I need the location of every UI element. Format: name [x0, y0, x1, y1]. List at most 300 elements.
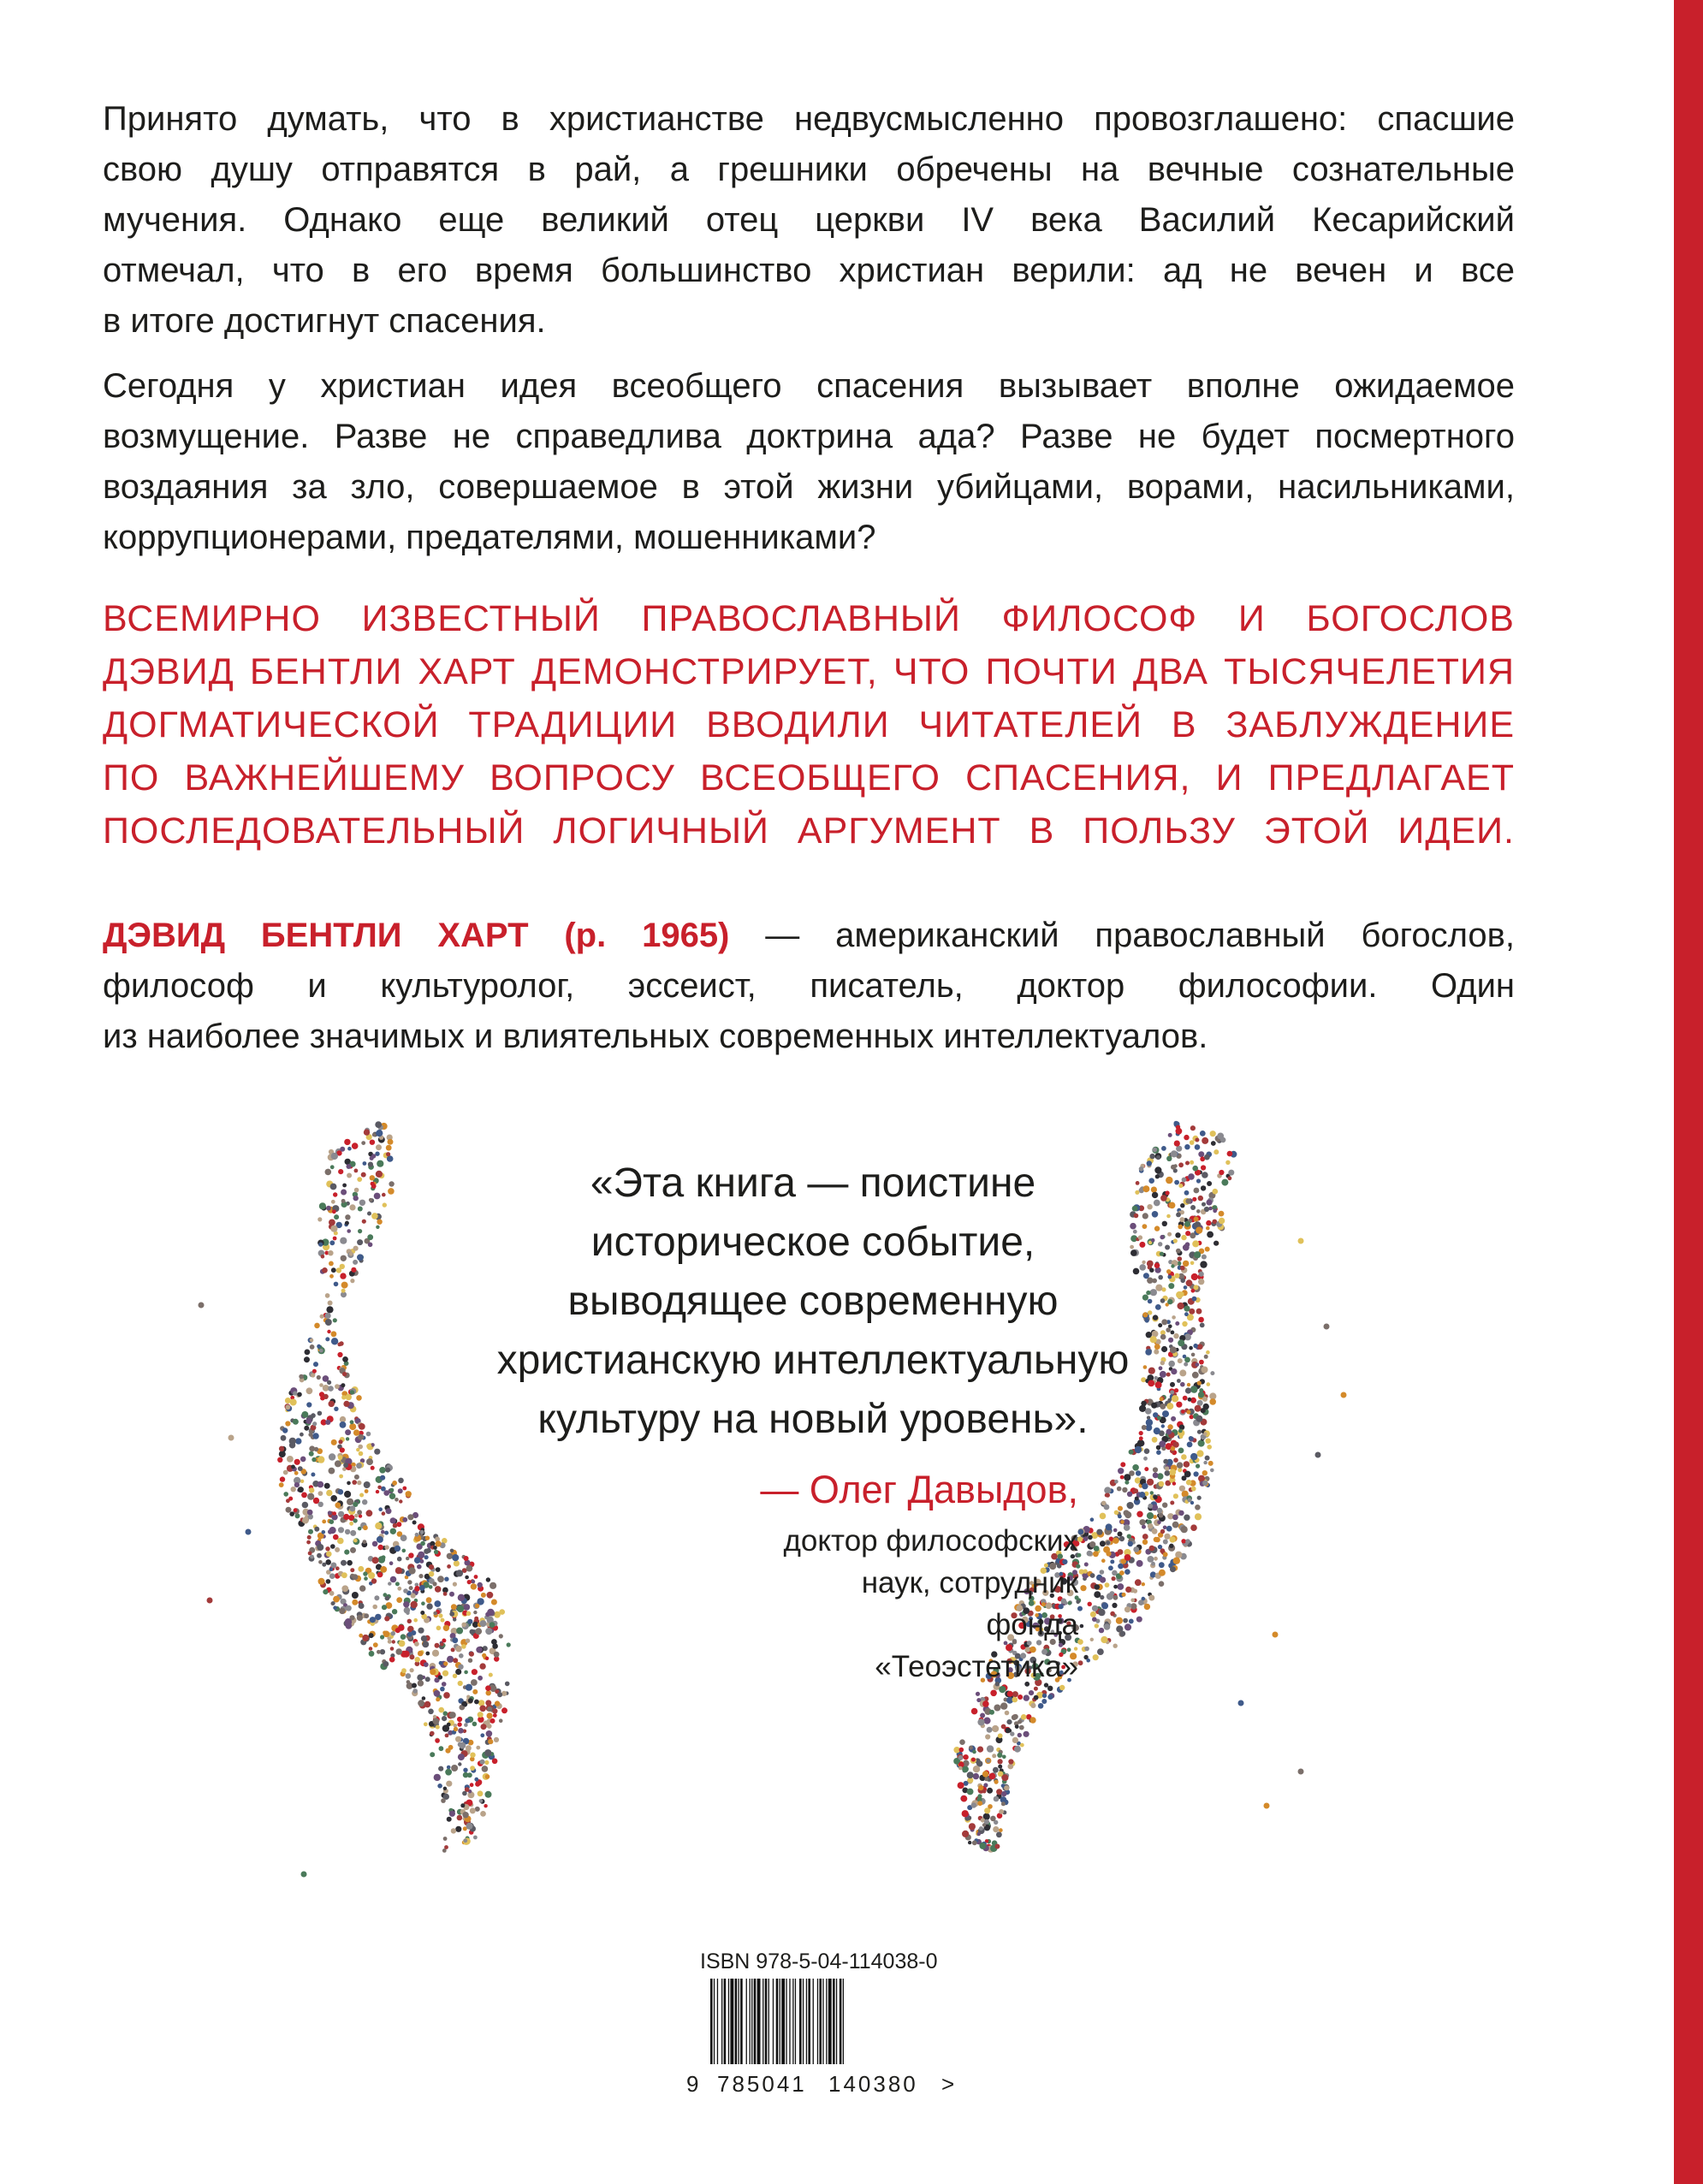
crowd-person-dot	[475, 1782, 480, 1787]
crowd-person-dot	[323, 1589, 328, 1594]
crowd-person-dot	[487, 1706, 492, 1712]
crowd-person-dot	[313, 1498, 319, 1504]
crowd-person-dot	[1125, 1587, 1131, 1593]
crowd-person-dot	[310, 1555, 314, 1559]
quote-line: «Эта книга — поистине	[590, 1160, 1036, 1206]
crowd-person-dot	[1184, 1515, 1190, 1521]
crowd-person-dot	[478, 1700, 484, 1706]
crowd-person-dot	[309, 1487, 314, 1493]
crowd-person-dot	[1185, 1387, 1191, 1393]
crowd-person-dot	[342, 1184, 347, 1188]
crowd-person-dot	[1092, 1617, 1097, 1622]
crowd-person-dot	[441, 1618, 445, 1623]
crowd-person-dot	[489, 1673, 493, 1677]
crowd-person-dot	[988, 1804, 993, 1809]
crowd-person-dot	[1219, 1218, 1225, 1224]
crowd-person-dot	[458, 1754, 465, 1760]
crowd-person-dot	[443, 1592, 448, 1596]
crowd-person-dot	[1144, 1448, 1150, 1454]
crowd-person-dot	[384, 1531, 389, 1535]
crowd-person-dot	[433, 1611, 437, 1616]
crowd-person-dot	[422, 1641, 429, 1648]
crowd-person-dot	[389, 1493, 395, 1499]
crowd-person-dot	[449, 1712, 456, 1718]
crowd-person-dot	[1228, 1176, 1232, 1180]
barcode-bar	[781, 1979, 785, 2064]
crowd-person-dot	[442, 1716, 447, 1721]
crowd-person-dot	[295, 1438, 301, 1444]
stray-person-dot	[199, 1303, 205, 1309]
crowd-person-dot	[334, 1214, 339, 1220]
crowd-person-dot	[1170, 1469, 1177, 1475]
crowd-person-dot	[983, 1783, 988, 1787]
crowd-person-dot	[1190, 1140, 1195, 1145]
crowd-person-dot	[347, 1560, 353, 1566]
crowd-person-dot	[407, 1632, 412, 1637]
crowd-person-dot	[1190, 1415, 1194, 1419]
crowd-person-dot	[330, 1226, 337, 1232]
crowd-person-dot	[1090, 1517, 1095, 1522]
crowd-person-dot	[1151, 1562, 1155, 1566]
stray-person-dot	[1298, 1769, 1304, 1775]
crowd-person-dot	[1094, 1591, 1101, 1598]
crowd-person-dot	[1130, 1599, 1135, 1603]
crowd-person-dot	[346, 1623, 353, 1629]
crowd-person-dot	[1196, 1309, 1202, 1315]
crowd-person-dot	[1104, 1623, 1111, 1630]
crowd-person-dot	[1159, 1562, 1165, 1568]
crowd-person-dot	[478, 1712, 484, 1718]
crowd-person-dot	[1192, 1166, 1198, 1172]
question-line: возмущение. Разве не справедлива доктрина ада? Разве не будет посмертного	[103, 418, 1515, 455]
crowd-person-dot	[329, 1240, 335, 1245]
crowd-person-dot	[1202, 1367, 1208, 1374]
crowd-person-dot	[372, 1605, 377, 1610]
crowd-person-dot	[959, 1739, 965, 1745]
crowd-person-dot	[1210, 1371, 1214, 1375]
crowd-person-dot	[356, 1395, 362, 1401]
crowd-person-dot	[1171, 1150, 1178, 1157]
crowd-person-dot	[341, 1190, 347, 1196]
crowd-person-dot	[1185, 1539, 1190, 1544]
crowd-person-dot	[1136, 1470, 1141, 1475]
crowd-person-dot	[961, 1795, 968, 1802]
crowd-person-dot	[1202, 1172, 1208, 1178]
crowd-person-dot	[329, 1401, 335, 1407]
crowd-person-dot	[440, 1687, 445, 1692]
crowd-person-dot	[377, 1536, 383, 1543]
crowd-person-dot	[1164, 1534, 1170, 1540]
crowd-person-dot	[1038, 1703, 1044, 1709]
crowd-person-dot	[359, 1514, 362, 1517]
crowd-person-dot	[1227, 1151, 1233, 1157]
crowd-person-dot	[392, 1481, 397, 1486]
crowd-person-dot	[425, 1536, 430, 1540]
crowd-person-dot	[1154, 1495, 1158, 1499]
crowd-person-dot	[345, 1429, 351, 1435]
crowd-person-dot	[414, 1641, 419, 1647]
crowd-person-dot	[290, 1399, 297, 1406]
stray-person-dot	[1341, 1392, 1347, 1398]
barcode-bars	[710, 1979, 844, 2064]
crowd-person-dot	[438, 1707, 444, 1713]
crowd-person-dot	[1184, 1461, 1190, 1468]
barcode-bar	[806, 1979, 807, 2064]
crowd-person-dot	[1197, 1381, 1202, 1386]
crowd-person-dot	[1105, 1493, 1109, 1498]
crowd-person-dot	[351, 1267, 356, 1273]
crowd-person-dot	[1185, 1198, 1190, 1203]
crowd-person-dot	[407, 1580, 412, 1584]
crowd-person-dot	[443, 1787, 447, 1790]
crowd-person-dot	[318, 1578, 325, 1585]
crowd-person-dot	[367, 1234, 373, 1240]
crowd-person-dot	[325, 1559, 331, 1565]
crowd-person-dot	[329, 1274, 334, 1279]
barcode-bar	[757, 1979, 761, 2064]
crowd-person-dot	[465, 1718, 470, 1724]
crowd-person-dot	[1190, 1205, 1196, 1210]
crowd-person-dot	[322, 1563, 326, 1567]
crowd-person-dot	[419, 1585, 425, 1591]
crowd-person-dot	[317, 1544, 323, 1551]
crowd-person-dot	[1181, 1539, 1185, 1543]
crowd-person-dot	[992, 1725, 999, 1732]
crowd-person-dot	[319, 1383, 323, 1387]
attribution-line: доктор философских	[783, 1524, 1078, 1558]
crowd-person-dot	[425, 1652, 430, 1656]
crowd-person-dot	[1165, 1466, 1169, 1470]
crowd-person-dot	[980, 1713, 985, 1718]
crowd-person-dot	[409, 1586, 413, 1590]
crowd-person-dot	[990, 1816, 996, 1822]
crowd-person-dot	[1166, 1156, 1172, 1161]
crowd-person-dot	[455, 1826, 461, 1832]
crowd-person-dot	[463, 1768, 467, 1772]
crowd-person-dot	[1204, 1355, 1208, 1359]
quote-line: христианскую интеллектуальную	[496, 1338, 1130, 1383]
crowd-person-dot	[358, 1434, 364, 1440]
crowd-person-dot	[494, 1611, 501, 1618]
crowd-person-dot	[1123, 1618, 1128, 1623]
crowd-person-dot	[472, 1722, 478, 1727]
crowd-person-dot	[1213, 1189, 1219, 1195]
crowd-person-dot	[466, 1684, 472, 1691]
crowd-person-dot	[457, 1722, 461, 1726]
crowd-person-dot	[1210, 1131, 1216, 1137]
crowd-person-dot	[330, 1544, 335, 1549]
crowd-person-dot	[1189, 1436, 1193, 1440]
crowd-person-dot	[411, 1601, 418, 1608]
crowd-person-dot	[331, 1267, 336, 1273]
crowd-person-dot	[1175, 1321, 1179, 1326]
crowd-person-dot	[1167, 1398, 1172, 1403]
crowd-person-dot	[310, 1344, 315, 1350]
crowd-person-dot	[329, 1261, 334, 1267]
crowd-person-dot	[1124, 1474, 1130, 1481]
crowd-person-dot	[1101, 1558, 1106, 1563]
crowd-person-dot	[279, 1482, 284, 1487]
author-bio-line	[103, 911, 1515, 961]
crowd-person-dot	[395, 1567, 402, 1574]
highlight-line: ПОСЛЕДОВАТЕЛЬНЫЙ ЛОГИЧНЫЙ АРГУМЕНТ В ПОЛЬЗУ ЭТОЙ ИДЕИ.	[103, 810, 1515, 852]
barcode-bar	[754, 1979, 757, 2064]
crowd-person-dot	[973, 1773, 979, 1779]
crowd-person-dot	[1194, 1471, 1199, 1476]
crowd-person-dot	[335, 1460, 341, 1467]
crowd-person-dot	[499, 1718, 503, 1723]
crowd-person-dot	[993, 1767, 999, 1773]
crowd-person-dot	[359, 1200, 365, 1206]
crowd-person-dot	[958, 1782, 964, 1789]
crowd-person-dot	[479, 1706, 486, 1712]
crowd-person-dot	[304, 1426, 309, 1431]
crowd-person-dot	[418, 1680, 424, 1686]
crowd-person-dot	[318, 1491, 323, 1496]
crowd-person-dot	[1118, 1532, 1123, 1537]
crowd-person-dot	[1199, 1272, 1204, 1277]
crowd-person-dot	[362, 1220, 366, 1224]
crowd-person-dot	[339, 1475, 343, 1479]
crowd-person-dot	[1184, 1190, 1190, 1196]
crowd-person-dot	[370, 1140, 375, 1145]
crowd-person-dot	[1221, 1179, 1228, 1186]
crowd-person-dot	[1113, 1585, 1118, 1589]
crowd-person-dot	[286, 1404, 291, 1410]
stray-person-dot	[1315, 1452, 1321, 1458]
crowd-person-dot	[494, 1737, 499, 1742]
crowd-person-dot	[1169, 1202, 1176, 1209]
crowd-person-dot	[1195, 1405, 1202, 1412]
crowd-person-dot	[1092, 1605, 1098, 1611]
crowd-person-dot	[1144, 1604, 1150, 1610]
crowd-person-dot	[358, 1566, 364, 1572]
crowd-person-dot	[484, 1804, 487, 1807]
barcode-bar	[826, 1979, 827, 2064]
crowd-person-dot	[418, 1552, 424, 1558]
crowd-person-dot	[302, 1411, 309, 1418]
crowd-person-dot	[1012, 1691, 1018, 1697]
crowd-person-dot	[484, 1760, 489, 1765]
crowd-person-dot	[375, 1522, 382, 1529]
crowd-person-dot	[1197, 1344, 1203, 1350]
crowd-person-dot	[1135, 1497, 1139, 1501]
crowd-person-dot	[1170, 1382, 1175, 1387]
crowd-person-dot	[1207, 1181, 1212, 1186]
crowd-person-dot	[1099, 1628, 1104, 1633]
crowd-person-dot	[1041, 1699, 1047, 1704]
crowd-person-dot	[395, 1582, 400, 1586]
crowd-person-dot	[484, 1749, 491, 1756]
crowd-person-dot	[476, 1746, 480, 1750]
crowd-person-dot	[1001, 1801, 1006, 1806]
crowd-person-dot	[454, 1560, 460, 1566]
crowd-person-dot	[406, 1491, 412, 1497]
crowd-person-dot	[302, 1502, 309, 1509]
crowd-person-dot	[1202, 1470, 1208, 1475]
crowd-person-dot	[321, 1255, 325, 1259]
crowd-person-dot	[333, 1534, 339, 1540]
crowd-person-dot	[350, 1420, 354, 1424]
crowd-person-dot	[1166, 1526, 1172, 1532]
crowd-person-dot	[1005, 1711, 1010, 1716]
crowd-person-dot	[1118, 1549, 1124, 1555]
attribution-name: — Олег Давыдов,	[760, 1468, 1078, 1511]
crowd-person-dot	[371, 1466, 375, 1470]
crowd-person-dot	[317, 1375, 321, 1380]
crowd-person-dot	[1129, 1450, 1134, 1455]
crowd-person-dot	[1196, 1415, 1202, 1422]
crowd-person-dot	[356, 1448, 359, 1451]
crowd-person-dot	[1118, 1564, 1124, 1570]
crowd-person-dot	[399, 1499, 402, 1503]
crowd-person-dot	[340, 1147, 345, 1152]
crowd-person-dot	[449, 1811, 455, 1817]
crowd-person-dot	[990, 1690, 997, 1697]
crowd-person-dot	[466, 1565, 473, 1572]
crowd-person-dot	[331, 1200, 335, 1204]
crowd-person-dot	[449, 1611, 454, 1617]
barcode-group-1: 785041	[717, 2071, 807, 2097]
crowd-person-dot	[979, 1826, 983, 1831]
crowd-person-dot	[472, 1580, 475, 1583]
stray-person-dot	[1273, 1632, 1279, 1638]
crowd-person-dot	[464, 1604, 471, 1611]
crowd-person-dot	[1168, 1283, 1174, 1289]
crowd-person-dot	[386, 1145, 392, 1151]
barcode-bar	[751, 1979, 752, 2064]
crowd-person-dot	[386, 1508, 392, 1514]
crowd-person-dot	[1176, 1125, 1180, 1130]
crowd-person-dot	[969, 1823, 976, 1830]
crowd-person-dot	[996, 1831, 1002, 1837]
intro-line: в итоге достигнут спасения.	[103, 302, 546, 340]
crowd-person-dot	[1187, 1410, 1191, 1415]
crowd-person-dot	[350, 1547, 356, 1553]
crowd-person-dot	[331, 1153, 338, 1160]
crowd-person-dot	[317, 1217, 322, 1221]
crowd-person-dot	[1007, 1691, 1013, 1697]
crowd-person-dot	[1144, 1467, 1148, 1471]
crowd-person-dot	[359, 1585, 365, 1591]
crowd-person-dot	[472, 1689, 478, 1694]
crowd-person-dot	[1202, 1137, 1208, 1144]
crowd-person-dot	[1116, 1617, 1123, 1624]
crowd-person-dot	[458, 1594, 465, 1601]
crowd-person-dot	[289, 1511, 294, 1516]
crowd-person-dot	[369, 1647, 373, 1651]
intro-line: свою душу отправятся в рай, а грешники обречены на вечные сознательные	[103, 151, 1515, 188]
crowd-person-dot	[1211, 1141, 1216, 1146]
crowd-person-dot	[485, 1685, 491, 1691]
crowd-person-dot	[464, 1723, 468, 1727]
barcode-bar	[819, 1979, 822, 2064]
crowd-person-dot	[1142, 1525, 1146, 1529]
crowd-person-dot	[341, 1560, 347, 1566]
crowd-person-dot	[1015, 1724, 1019, 1729]
crowd-person-dot	[302, 1517, 309, 1524]
crowd-person-dot	[1019, 1725, 1024, 1730]
crowd-person-dot	[1012, 1697, 1018, 1703]
crowd-person-dot	[1203, 1432, 1207, 1435]
crowd-person-dot	[982, 1771, 988, 1777]
crowd-person-dot	[343, 1514, 349, 1520]
crowd-person-dot	[1101, 1636, 1107, 1643]
crowd-person-dot	[444, 1845, 448, 1849]
attribution-line: наук, сотрудник	[861, 1566, 1078, 1599]
crowd-person-dot	[436, 1626, 442, 1631]
crowd-person-dot	[447, 1766, 451, 1770]
crowd-person-dot	[998, 1759, 1003, 1764]
crowd-person-dot	[319, 1349, 323, 1353]
stray-person-dot	[1264, 1803, 1270, 1809]
crowd-person-dot	[345, 1529, 350, 1534]
crowd-person-dot	[1185, 1242, 1190, 1247]
crowd-person-dot	[390, 1576, 397, 1583]
crowd-person-dot	[1084, 1647, 1089, 1652]
crowd-person-dot	[340, 1264, 345, 1269]
crowd-person-dot	[418, 1700, 424, 1706]
crowd-person-dot	[1172, 1515, 1178, 1521]
crowd-person-dot	[1147, 1479, 1154, 1486]
crowd-person-dot	[986, 1759, 990, 1763]
crowd-person-dot	[1148, 1504, 1153, 1509]
crowd-person-dot	[424, 1722, 428, 1726]
crowd-person-dot	[1190, 1524, 1197, 1531]
crowd-person-dot	[1080, 1585, 1086, 1591]
crowd-person-dot	[329, 1573, 335, 1579]
crowd-person-dot	[487, 1712, 493, 1718]
crowd-person-dot	[349, 1423, 356, 1430]
crowd-person-dot	[425, 1677, 430, 1682]
crowd-person-dot	[406, 1611, 409, 1615]
crowd-person-dot	[1166, 1177, 1172, 1184]
crowd-person-dot	[1200, 1131, 1206, 1137]
crowd-person-dot	[306, 1402, 312, 1407]
barcode-bar	[714, 1979, 715, 2064]
crowd-person-dot	[350, 1568, 354, 1572]
crowd-person-dot	[1119, 1536, 1124, 1541]
crowd-person-dot	[1179, 1434, 1184, 1439]
crowd-person-dot	[322, 1520, 326, 1524]
barcode-bar	[746, 1979, 747, 2064]
author-bio-rest: — американский православный богослов,	[729, 917, 1516, 954]
crowd-person-dot	[334, 1282, 339, 1287]
barcode-arrow: >	[941, 2071, 955, 2097]
crowd-person-dot	[417, 1674, 424, 1681]
crowd-person-dot	[1171, 1331, 1175, 1335]
barcode-bar	[728, 1979, 729, 2064]
crowd-person-dot	[407, 1619, 412, 1623]
crowd-person-dot	[461, 1623, 466, 1628]
crowd-person-dot	[976, 1698, 981, 1702]
crowd-person-dot	[1225, 1160, 1230, 1165]
crowd-person-dot	[438, 1766, 443, 1772]
crowd-person-dot	[1177, 1379, 1181, 1383]
crowd-person-dot	[1105, 1582, 1110, 1588]
crowd-person-dot	[1106, 1523, 1113, 1530]
crowd-person-dot	[349, 1505, 355, 1511]
crowd-person-dot	[447, 1564, 451, 1569]
barcode-bar	[822, 1979, 823, 2064]
crowd-person-dot	[314, 1323, 320, 1329]
isbn-label: ISBN 978-5-04-114038-0	[700, 1950, 938, 1973]
crowd-person-dot	[422, 1696, 426, 1700]
crowd-person-dot	[958, 1766, 963, 1771]
crowd-person-dot	[1207, 1382, 1211, 1386]
crowd-person-dot	[1190, 1160, 1194, 1165]
crowd-person-dot	[1206, 1199, 1212, 1205]
